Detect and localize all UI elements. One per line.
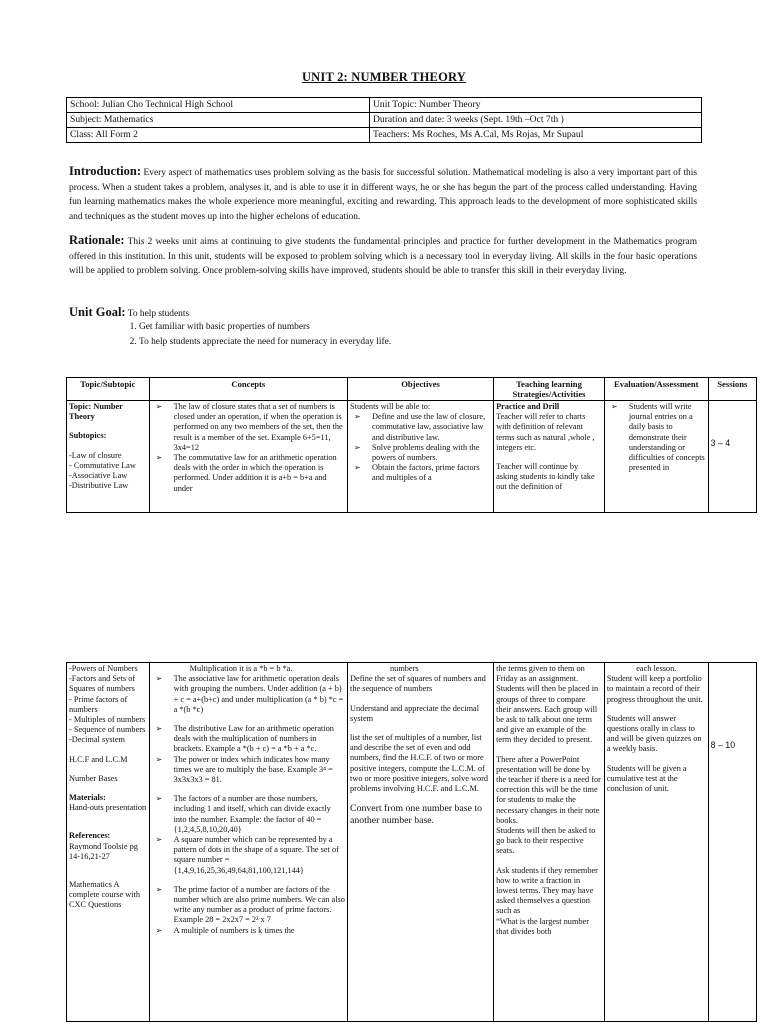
teachers-cell: Teachers: Ms Roches, Ms A.Cal, Ms Rojas, Mr Supaul: [370, 128, 702, 143]
strategy-item: There after a PowerPoint presentation will be done by the teacher if there is a need for correction this will be the time for students to make the necessary changes in their note books.: [496, 754, 601, 825]
unit-goal-section: [69, 305, 391, 352]
rationale-paragraph: [69, 233, 697, 279]
concept-item: ➢ The prime factor of a number are factors of the number which are also prime numbers. We can also write any number as a product of prime factors. Example 28 = 2x2x7 = 2² x 7: [152, 885, 345, 926]
topic-item: Number Bases: [69, 773, 118, 783]
concept-continued: Multiplication it is a *b = b *a.: [189, 664, 293, 673]
sessions-cell: [708, 663, 756, 1022]
concept-item: ➢ The distributive Law for an arithmetic operation deals with the multiplication of numbers in brackets. Example a *(b + c) = a *b + a *c.: [152, 724, 345, 755]
concept-item: ➢ The commutative law for an arithmetic operation deals with the order in which the operation is performed. Under addition it is a+b = b+a and under: [152, 453, 345, 494]
objective-item: list the set of multiples of a number, list and describe the set of even and odd numbers, find the H.C.F. of two or more positive integers, compute the L.C.M. of two or more positive integers, solve word problems involving H.C.F. and L.C.M.: [350, 733, 489, 794]
unit-plan-table-part-2: [66, 662, 757, 1022]
header-concepts: Concepts: [149, 378, 347, 401]
header-topic: Topic/Subtopic: [67, 378, 150, 401]
materials-label: Materials:: [69, 793, 106, 803]
concept-item: ➢ A square number which can be represented by a pattern of dots in the shape of a square. The set of square number = {1,4,9,16,25,36,49,64,81,100,121,144}: [152, 835, 345, 876]
concept-item: ➢ The factors of a number are those numbers, including 1 and itself, which can divide exactly into the number. Example: the factor of 40 = {1,2,4,5,8,10,20,40}: [152, 794, 345, 835]
header-strategies: Teaching learning Strategies/Activities: [494, 378, 605, 401]
strategies-cell: [494, 401, 605, 513]
references-value: Raymond Toolsie pg 14-16,21-27: [69, 841, 138, 861]
subject-cell: Subject: Mathematics: [67, 113, 370, 128]
evaluation-continued: each lesson.: [636, 664, 677, 673]
objectives-cell: [348, 401, 494, 513]
topic-item: - Multiples of numbers: [69, 715, 146, 725]
topic-item: - Sequence of numbers: [69, 725, 146, 735]
topic-cell: [67, 401, 150, 513]
introduction-heading: Introduction:: [69, 164, 142, 178]
unit-goal-item: 1. Get familiar with basic properties of numbers: [139, 322, 391, 333]
header-evaluation: Evaluation/Assessment: [604, 378, 708, 401]
header-sessions: Sessions: [708, 378, 756, 401]
objective-item: Understand and appreciate the decimal system: [350, 703, 480, 723]
unit-info-table: [66, 97, 702, 143]
strategy-item: Teacher will refer to charts with definition of relevant terms such as natural ,whole , integers etc.: [496, 412, 595, 452]
introduction-text: Every aspect of mathematics uses problem solving as the basis for successful solution. Mathematical modeling is also a very important part of this process. When a student takes a problem, analyses it, and is able to use it in different ways, he or she has begun the part of the process called understanding. Having fun learning mathematics makes the whole experience more meaningful, exciting and rewarding. This approach leads to the development of more sophisticated skills and techniques as the student moves up into the higher echelons of education.: [69, 168, 697, 222]
unit-goal-heading: Unit Goal:: [69, 305, 126, 319]
unit-goal-list: [69, 322, 391, 348]
references-value-2: Mathematics A complete course with CXC Questions: [69, 880, 140, 910]
evaluation-cell: [604, 401, 708, 513]
topic-cell: Unit Topic: Number Theory: [370, 98, 702, 113]
concepts-list: [152, 402, 345, 494]
objective-continued: numbers: [390, 664, 419, 673]
strategies-title: Practice and Drill: [496, 402, 560, 411]
sessions-value: 8 – 10: [710, 740, 736, 750]
concept-item: ➢ A multiple of numbers is k times the: [152, 926, 345, 936]
objectives-cell: [348, 663, 494, 1022]
concept-item: ➢ The associative law for arithmetic operation deals with grouping the numbers. Under addition (a + b) + c = a+(b+c) and under multiplication (a * b) *c = a *(b *c): [152, 674, 345, 715]
strategy-item: Students will then be asked to go back to their respective seats.: [496, 826, 596, 856]
evaluation-item: Student will keep a portfolio to maintain a record of their progress throughout the unit.: [606, 674, 703, 704]
evaluation-cell: [604, 663, 708, 1022]
evaluation-list: [607, 402, 706, 473]
rationale-heading: Rationale:: [69, 233, 125, 247]
table-row: [67, 401, 757, 513]
topic-item: H.C.F and L.C.M: [69, 754, 128, 764]
evaluation-item: ➢ Students will write journal entries on a daily basis to demonstrate their understanding or difficulties of concepts presented in: [607, 402, 706, 473]
references-label: References:: [69, 831, 111, 841]
concepts-cell: [149, 663, 347, 1022]
concepts-cell: [149, 401, 347, 513]
unit-goal-item: 2. To help students appreciate the need for numeracy in everyday life.: [139, 337, 391, 348]
concept-item: ➢ The power or index which indicates how many times we are to multiply the base. Example 3⁴ = 3x3x3x3 = 81.: [152, 755, 345, 786]
introduction-paragraph: [69, 164, 697, 224]
sessions-value: 3 – 4: [710, 438, 731, 448]
objective-item: ➢ Obtain the factors, prime factors and multiples of a: [350, 463, 491, 483]
table-header-row: [67, 378, 757, 401]
strategy-item: the terms given to them on Friday as an assignment.: [496, 664, 585, 684]
concept-item: ➢ The law of closure states that a set of numbers is closed under an operation, if when the operation is performed on any two members of the set, then the result is a member of the set. Example 6+5=11, 3x4=12: [152, 402, 345, 453]
subtopics-label: Subtopics:: [69, 431, 107, 441]
topic-cell: [67, 663, 150, 1022]
strategy-item: Ask students if they remember how to write a fraction in lowest terms. They may have asked themselves a question such as: [496, 865, 598, 916]
table-row: [67, 663, 757, 1022]
strategies-cell: [494, 663, 605, 1022]
topic-item: -Decimal system: [69, 735, 125, 745]
subtopic-item: -Associative Law: [69, 471, 128, 481]
subtopic-item: -Distributive Law: [69, 481, 129, 491]
subtopic-item: - Commutative Law: [69, 460, 136, 470]
topic-item: - Prime factors of numbers: [69, 694, 128, 714]
objective-item: Convert from one number base to another number base.: [350, 803, 482, 827]
header-objectives: Objectives: [348, 378, 494, 401]
concepts-list: [152, 674, 345, 936]
unit-goal-intro: To help students: [125, 309, 190, 319]
objectives-intro: Students will be able to:: [350, 402, 431, 411]
topic-item: -Factors and Sets of Squares of numbers: [69, 674, 136, 694]
evaluation-item: Students will answer questions orally in class to and will be given quizzes on a weekly basis.: [606, 713, 702, 754]
duration-cell: Duration and date: 3 weeks (Sept. 19th –Oct 7th ): [370, 113, 702, 128]
strategy-item: Students will then be placed in groups of three to compare their answers. Each group will be ask to talk about one term and give an example of the term they decided to present.: [496, 684, 599, 745]
strategy-item: “What is the largest number that divides both: [496, 916, 590, 936]
sessions-cell: [708, 401, 756, 513]
objective-item: ➢ Define and use the law of closure, commutative law, associative law and distributive law.: [350, 412, 491, 443]
objectives-list: [350, 412, 491, 483]
subtopic-item: -Law of closure: [69, 450, 122, 460]
unit-title: UNIT 2: NUMBER THEORY: [301, 70, 467, 84]
topic-item: -Powers of Numbers: [69, 664, 138, 673]
rationale-text: This 2 weeks unit aims at continuing to give students the fundamental principles and practice for further development in the Mathematics program offered in this institution. In this unit, students will be exposed to problem solving which is a necessary tool in everyday living. All skills in the four basic operations will be applied to problem solving. Once problem-solving skills have improved, students should be able to transfer this skill in their everyday living.: [69, 237, 697, 277]
class-cell: Class: All Form 2: [67, 128, 370, 143]
strategy-item: Teacher will continue by asking students to kindly take out the definition of: [496, 462, 595, 492]
school-cell: School: Julian Cho Technical High School: [67, 98, 370, 113]
topic-label: Topic: Number Theory: [69, 402, 123, 422]
objective-item: ➢ Solve problems dealing with the powers of numbers.: [350, 443, 491, 463]
materials-value: Hand-outs presentation: [69, 803, 147, 813]
unit-plan-table-part-1: [66, 377, 757, 513]
objective-item: Define the set of squares of numbers and the sequence of numbers: [350, 674, 486, 694]
evaluation-item: Students will be given a cumulative test at the conclusion of unit.: [606, 763, 687, 794]
